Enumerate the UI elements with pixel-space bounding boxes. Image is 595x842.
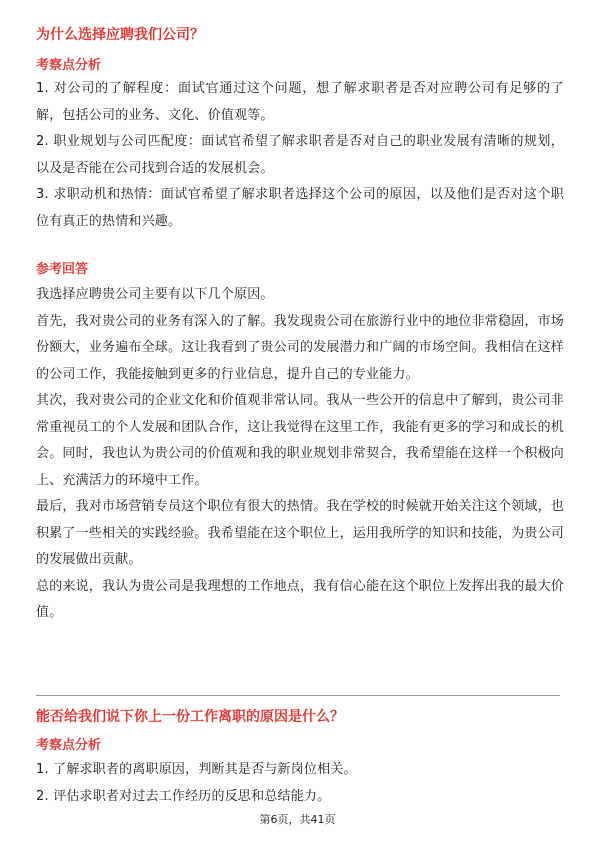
question-2-block [36, 708, 564, 726]
answer-heading: 参考回答 [36, 262, 89, 277]
question-1-analysis-heading-block [36, 57, 564, 75]
analysis-point: 2. 职业规划与公司匹配度：面试官希望了解求职者是否对自己的职业发展有清晰的规划，以及是否能在公司找到合适的发展机会。 [36, 134, 564, 176]
section-divider [36, 695, 560, 696]
answer-paragraph: 我选择应聘贵公司主要有以下几个原因。 [36, 287, 274, 302]
question-1-answer [36, 282, 564, 627]
answer-paragraph: 总的来说，我认为贵公司是我理想的工作地点，我有信心能在这个职位上发挥出我的最大价值。 [36, 578, 565, 620]
analysis-point: 3. 求职动机和热情：面试官希望了解求职者选择这个公司的原因，以及他们是否对这个职位有真正的热情和兴趣。 [36, 187, 564, 229]
analysis-point: 2. 评估求职者对过去工作经历的反思和总结能力。 [36, 788, 331, 804]
analysis-point: 1. 了解求职者的离职原因，判断其是否与新岗位相关。 [36, 762, 357, 777]
question-2-analysis-heading-block [36, 737, 564, 755]
answer-paragraph: 其次，我对贵公司的企业文化和价值观非常认同。我从一些公开的信息中了解到，贵公司非常重视员工的个人发展和团队合作，这让我觉得在这里工作，我能有更多的学习和成长的机会。同时，我也认为贵公司的价值观和我的职业规划非常契合，我希望能在这样一个积极向上、充满活力的环境中工作。 [36, 393, 565, 488]
question-2-analysis-list [36, 757, 564, 810]
analysis-heading: 考察点分析 [36, 58, 102, 73]
answer-paragraph: 最后，我对市场营销专员这个职位有很大的热情。我在学校的时候就开始关注这个领域，也积累了一些相关的实践经验。我希望能在这个职位上，运用我所学的知识和技能，为贵公司的发展做出贡献。 [36, 499, 565, 567]
question-1-analysis-list [36, 76, 564, 235]
question-1-block [36, 26, 564, 44]
question-1-title: 为什么选择应聘我们公司？ [36, 27, 204, 43]
answer-paragraph: 首先，我对贵公司的业务有深入的了解。我发现贵公司在旅游行业中的地位非常稳固，市场份额大，业务遍布全球。这让我看到了贵公司的发展潜力和广阔的市场空间。我相信在这样的公司工作，我能接触到更多的行业信息，提升自己的专业能力。 [36, 313, 565, 382]
question-1-answer-heading-block [36, 261, 564, 279]
analysis-point: 1. 对公司的了解程度：面试官通过这个问题，想了解求职者是否对应聘公司有足够的了解，包括公司的业务、文化、价值观等。 [36, 81, 564, 123]
page-number: 第6页，共41页 [259, 813, 336, 826]
question-2-title: 能否给我们说下你上一份工作离职的原因是什么？ [36, 709, 344, 725]
analysis-heading: 考察点分析 [36, 738, 102, 753]
